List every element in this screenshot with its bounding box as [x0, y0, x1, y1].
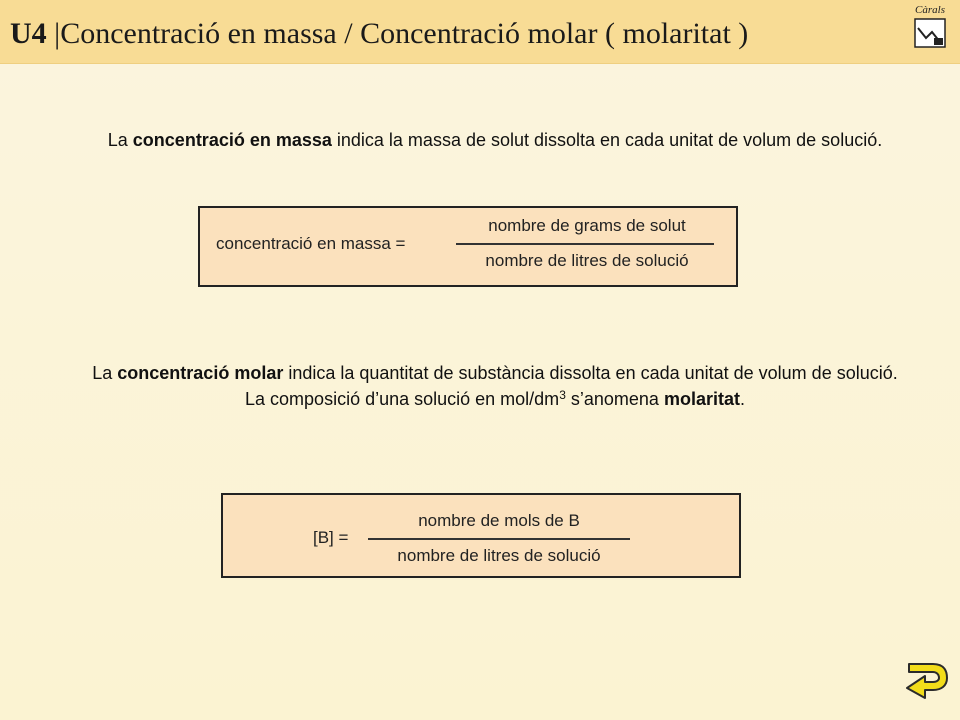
formula-numerator: nombre de grams de solut — [488, 216, 686, 235]
mass-concentration-definition: La concentració en massa indica la massa de solut dissolta en cada unitat de volum de solució. — [107, 130, 883, 150]
mass-concentration-term: concentració en massa — [132, 130, 332, 150]
chart-logo-icon — [914, 18, 946, 48]
return-button[interactable] — [903, 658, 951, 706]
molar-concentration-definition: La concentració molar indica la quantitat de substància dissolta en cada unitat de volum de solució. La composició d’una solució en mol/$dm^3$ s’anomena molaritat. — [92, 363, 898, 409]
formula-denominator: nombre de litres de solució — [485, 251, 689, 270]
molar-concentration-term: concentració molar — [117, 363, 284, 383]
molarity-term: molaritat — [663, 389, 740, 409]
fraction-bar — [456, 243, 714, 245]
unit-code: U4 — [10, 17, 47, 50]
molarity-formula — [221, 493, 741, 578]
logo-text: Càrals — [915, 4, 945, 16]
title-text: Concentració en massa / Concentració molar ( molaritat ) — [60, 17, 749, 50]
fraction-bar — [368, 538, 630, 540]
formula-numerator: nombre de mols de B — [418, 511, 580, 530]
formula-lhs: concentració en massa = — [216, 234, 406, 253]
publisher-logo — [910, 4, 950, 50]
formula-denominator: nombre de litres de solució — [397, 546, 601, 565]
page-title — [10, 16, 748, 52]
return-arrow-icon — [903, 658, 951, 706]
formula-lhs: [B] = — [313, 528, 349, 547]
title-separator: | — [54, 17, 61, 50]
mass-concentration-formula — [198, 206, 738, 287]
header-bar — [0, 0, 960, 64]
